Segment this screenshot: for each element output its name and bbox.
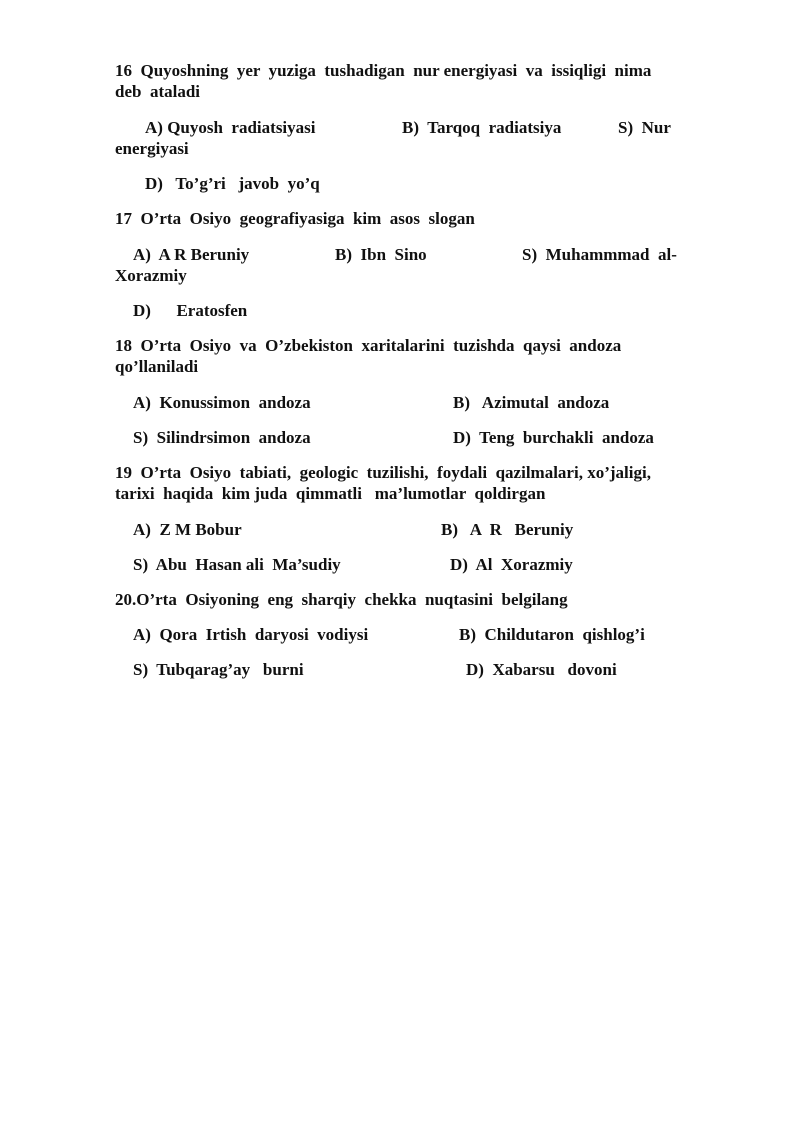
question-17-option-s: S) Muhammmad al- [522, 245, 677, 264]
question-16-option-s-continued: energiyasi [115, 139, 189, 158]
question-16-option-d: D) To’g’ri javob yo’q [145, 174, 320, 193]
question-19-option-b: B) A R Beruniy [441, 520, 574, 539]
question-18-option-a: A) Konussimon andoza [133, 393, 311, 412]
question-17-option-d: D) Eratosfen [133, 301, 248, 320]
question-19-option-s: S) Abu Hasan ali Ma’sudiy [133, 555, 341, 574]
question-20-option-b: B) Childutaron qishlog’i [459, 625, 645, 644]
question-19-option-a: A) Z M Bobur [133, 520, 242, 539]
question-16-stem-line-2: deb ataladi [115, 82, 201, 101]
question-20-stem: 20.O’rta Osiyoning eng sharqiy chekka nuqtasini belgilang [115, 590, 568, 609]
question-17-stem: 17 O’rta Osiyo geografiyasiga kim asos slogan [115, 209, 475, 228]
question-18-option-d: D) Teng burchakli andoza [453, 428, 654, 447]
question-18-stem-line-2: qo’llaniladi [115, 357, 199, 376]
question-19-stem-line-2: tarixi haqida kim juda qimmatli ma’lumotlar qoldirgan [115, 484, 546, 503]
question-20-option-a: A) Qora Irtish daryosi vodiysi [133, 625, 369, 644]
question-17-option-b: B) Ibn Sino [335, 245, 427, 264]
question-17-option-a: A) A R Beruniy [133, 245, 250, 264]
question-18-option-b: B) Azimutal andoza [453, 393, 610, 412]
question-17-option-s-continued: Xorazmiy [115, 266, 187, 285]
question-16-option-b: B) Tarqoq radiatsiya [402, 118, 562, 137]
question-16-stem-line-1: 16 Quyoshning yer yuziga tushadigan nur energiyasi va issiqligi nima [115, 61, 652, 80]
question-19-option-d: D) Al Xorazmiy [450, 555, 573, 574]
question-18-stem-line-1: 18 O’rta Osiyo va O’zbekiston xaritalarini tuzishda qaysi andoza [115, 336, 622, 355]
question-16-option-a: A) Quyosh radiatsiyasi [145, 118, 316, 137]
question-19-stem-line-1: 19 O’rta Osiyo tabiati, geologic tuzilishi, foydali qazilmalari, xo’jaligi, [115, 463, 651, 482]
question-16-option-s: S) Nur [618, 118, 671, 137]
question-18-option-s: S) Silindrsimon andoza [133, 428, 311, 447]
question-20-option-d: D) Xabarsu dovoni [466, 660, 617, 679]
question-20-option-s: S) Tubqarag’ay burni [133, 660, 304, 679]
